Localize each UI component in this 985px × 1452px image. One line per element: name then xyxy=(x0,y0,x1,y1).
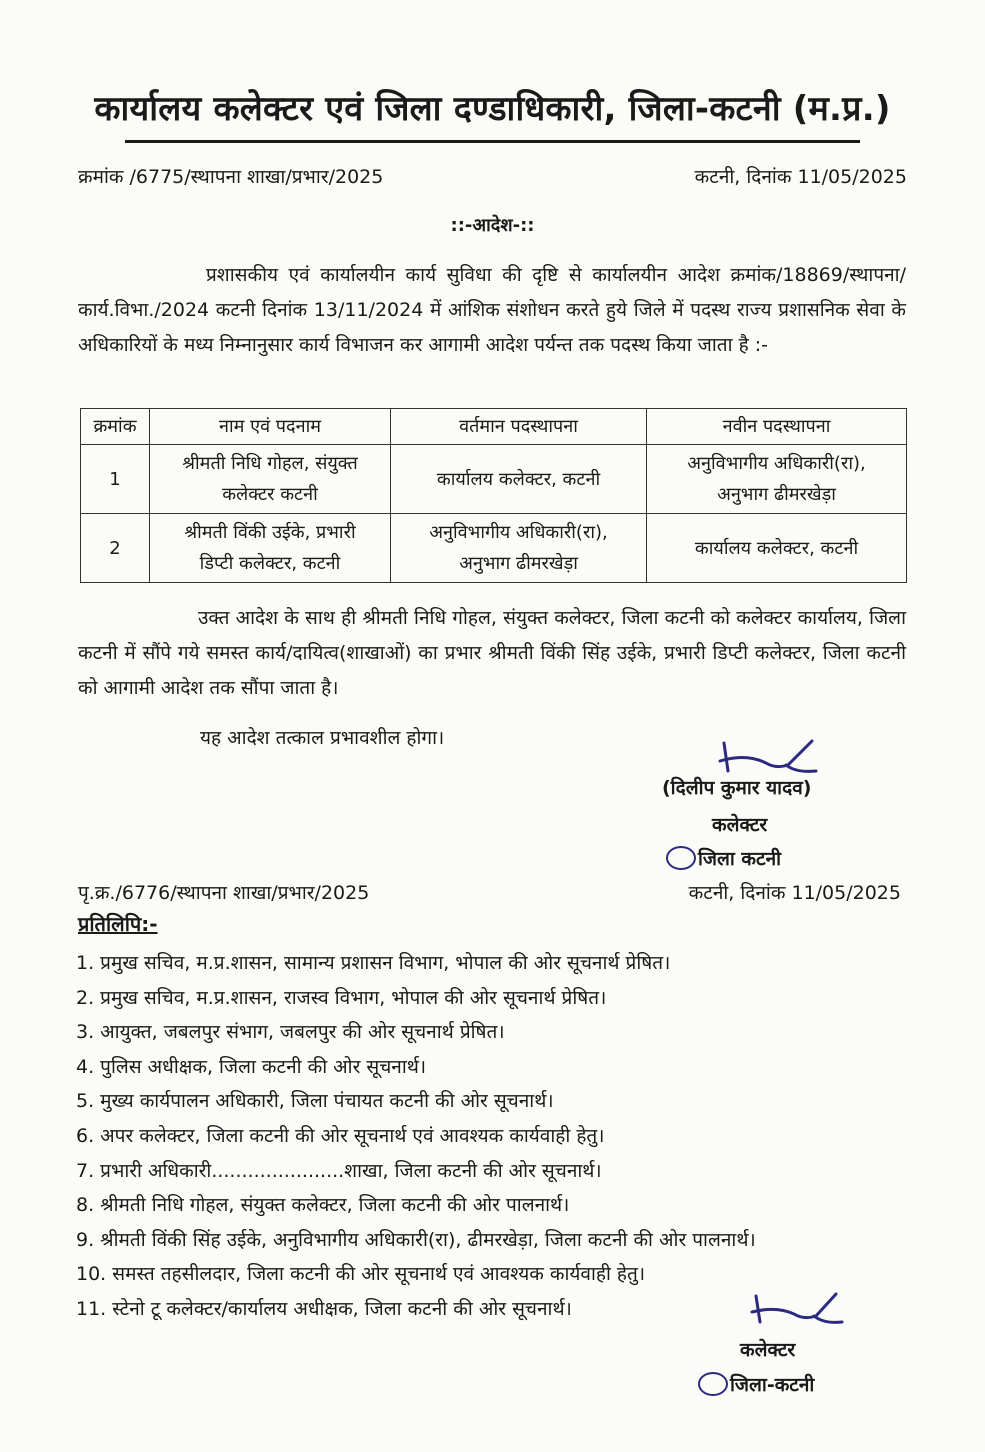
signatory-district-text: जिला कटनी xyxy=(698,848,782,870)
copy-to-list xyxy=(76,946,756,1327)
second-paragraph-text: उक्त आदेश के साथ ही श्रीमती निधि गोहल, संयुक्त कलेक्टर, जिला कटनी को कलेक्टर कार्यालय, जिला कटनी में सौंपे गये समस्त कार्य/दायित्व(शाखाओं) का प्रभार श्रीमती विंकी सिंह उईके, प्रभारी डिप्टी कलेक्टर, जिला कटनी को आगामी आदेश तक सौंपा जाता है। xyxy=(78,607,906,699)
row-sno: 1 xyxy=(81,445,150,514)
row-current-posting xyxy=(391,514,647,583)
endorsement-designation: कलेक्टर xyxy=(740,1339,796,1361)
col-header-sno: क्रमांक xyxy=(81,409,150,445)
list-item: 2. प्रमुख सचिव, म.प्र.शासन, राजस्व विभाग, भोपाल की ओर सूचनार्थ प्रेषित। xyxy=(76,986,607,1009)
signatory-district xyxy=(666,845,781,872)
signatory-name: (दिलीप कुमार यादव) xyxy=(662,777,812,799)
signatory-designation: कलेक्टर xyxy=(712,814,768,836)
reference-number: क्रमांक /6775/स्थापना शाखा/प्रभार/2025 xyxy=(78,166,384,188)
list-item: 6. अपर कलेक्टर, जिला कटनी की ओर सूचनार्थ एवं आवश्यक कार्यवाही हेतु। xyxy=(76,1124,605,1147)
list-item: 8. श्रीमती निधि गोहल, संयुक्त कलेक्टर, जिला कटनी की ओर पालनार्थ। xyxy=(76,1194,570,1217)
second-paragraph xyxy=(78,601,906,706)
list-item: 3. आयुक्त, जबलपुर संभाग, जबलपुर की ओर सूचनार्थ प्रेषित। xyxy=(76,1021,505,1044)
signature-image-2 xyxy=(748,1290,848,1332)
table-row xyxy=(81,514,907,583)
row-name-line: कलेक्टर कटनी xyxy=(222,484,318,505)
seal-stamp xyxy=(698,1372,728,1396)
row-current-line: अनुभाग ढीमरखेड़ा xyxy=(459,553,578,574)
list-item: 7. प्रभारी अधिकारी......................शाखा, जिला कटनी की ओर सूचनार्थ। xyxy=(76,1159,602,1182)
endorsement-district xyxy=(698,1371,814,1398)
order-date: कटनी, दिनांक 11/05/2025 xyxy=(694,166,907,188)
list-item: 1. प्रमुख सचिव, म.प्र.शासन, सामान्य प्रशासन विभाग, भोपाल की ओर सूचनार्थ प्रेषित। xyxy=(76,952,671,974)
row-sno: 2 xyxy=(81,514,150,583)
copy-to-heading: प्रतिलिपि:- xyxy=(78,912,158,936)
row-new-line: अनुभाग ढीमरखेड़ा xyxy=(717,484,836,505)
list-item: 10. समस्त तहसीलदार, जिला कटनी की ओर सूचनार्थ एवं आवश्यक कार्यवाही हेतु। xyxy=(76,1263,646,1286)
row-current-line: अनुविभागीय अधिकारी(रा), xyxy=(429,522,608,543)
row-new-line: अनुविभागीय अधिकारी(रा), xyxy=(687,453,866,474)
row-name xyxy=(150,445,391,514)
order-paragraph xyxy=(78,258,906,363)
list-item: 5. मुख्य कार्यपालन अधिकारी, जिला पंचायत कटनी की ओर सूचनार्थ। xyxy=(76,1090,554,1113)
seal-stamp xyxy=(666,846,696,870)
row-new-posting: कार्यालय कलेक्टर, कटनी xyxy=(647,514,907,583)
table-row xyxy=(81,445,907,514)
endorsement-date: कटनी, दिनांक 11/05/2025 xyxy=(688,882,901,904)
effective-note: यह आदेश तत्काल प्रभावशील होगा। xyxy=(200,727,445,749)
row-name xyxy=(150,514,391,583)
row-name-line: डिप्टी कलेक्टर, कटनी xyxy=(199,553,341,574)
list-item: 9. श्रीमती विंकी सिंह उईके, अनुविभागीय अधिकारी(रा), ढीमरखेड़ा, जिला कटनी की ओर पालनार्थ। xyxy=(76,1228,756,1251)
list-item: 11. स्टेनो टू कलेक्टर/कार्यालय अधीक्षक, जिला कटनी की ओर सूचनार्थ। xyxy=(76,1297,572,1320)
office-title: कार्यालय कलेक्टर एवं जिला दण्डाधिकारी, जिला-कटनी (म.प्र.) xyxy=(94,89,891,129)
col-header-new: नवीन पदस्थापना xyxy=(647,409,907,445)
row-new-posting xyxy=(647,445,907,514)
col-header-name: नाम एवं पदनाम xyxy=(150,409,391,445)
row-name-line: श्रीमती निधि गोहल, संयुक्त xyxy=(182,453,358,474)
row-name-line: श्रीमती विंकी उईके, प्रभारी xyxy=(184,522,356,543)
title-underline xyxy=(125,140,860,143)
col-header-current: वर्तमान पदस्थापना xyxy=(391,409,647,445)
row-current-posting: कार्यालय कलेक्टर, कटनी xyxy=(391,445,647,514)
endorsement-district-text: जिला-कटनी xyxy=(730,1374,815,1396)
posting-table xyxy=(80,408,907,583)
list-item: 4. पुलिस अधीक्षक, जिला कटनी की ओर सूचनार्थ। xyxy=(76,1055,427,1078)
endorsement-reference: पृ.क्र./6776/स्थापना शाखा/प्रभार/2025 xyxy=(78,882,370,904)
order-paragraph-text: प्रशासकीय एवं कार्यालयीन कार्य सुविधा की दृष्टि से कार्यालयीन आदेश क्रमांक/18869/स्थापना/कार्य.विभा./2024 कटनी दिनांक 13/11/2024 में आंशिक संशोधन करते हुये जिले में पदस्थ राज्य प्रशासनिक सेवा के अधिकारियों के मध्य निम्नानुसार कार्य विभाजन कर आगामी आदेश पर्यन्त तक पदस्थ किया जाता है :- xyxy=(78,264,906,356)
order-heading: ::-आदेश-:: xyxy=(450,215,535,236)
table-header-row xyxy=(81,409,907,445)
